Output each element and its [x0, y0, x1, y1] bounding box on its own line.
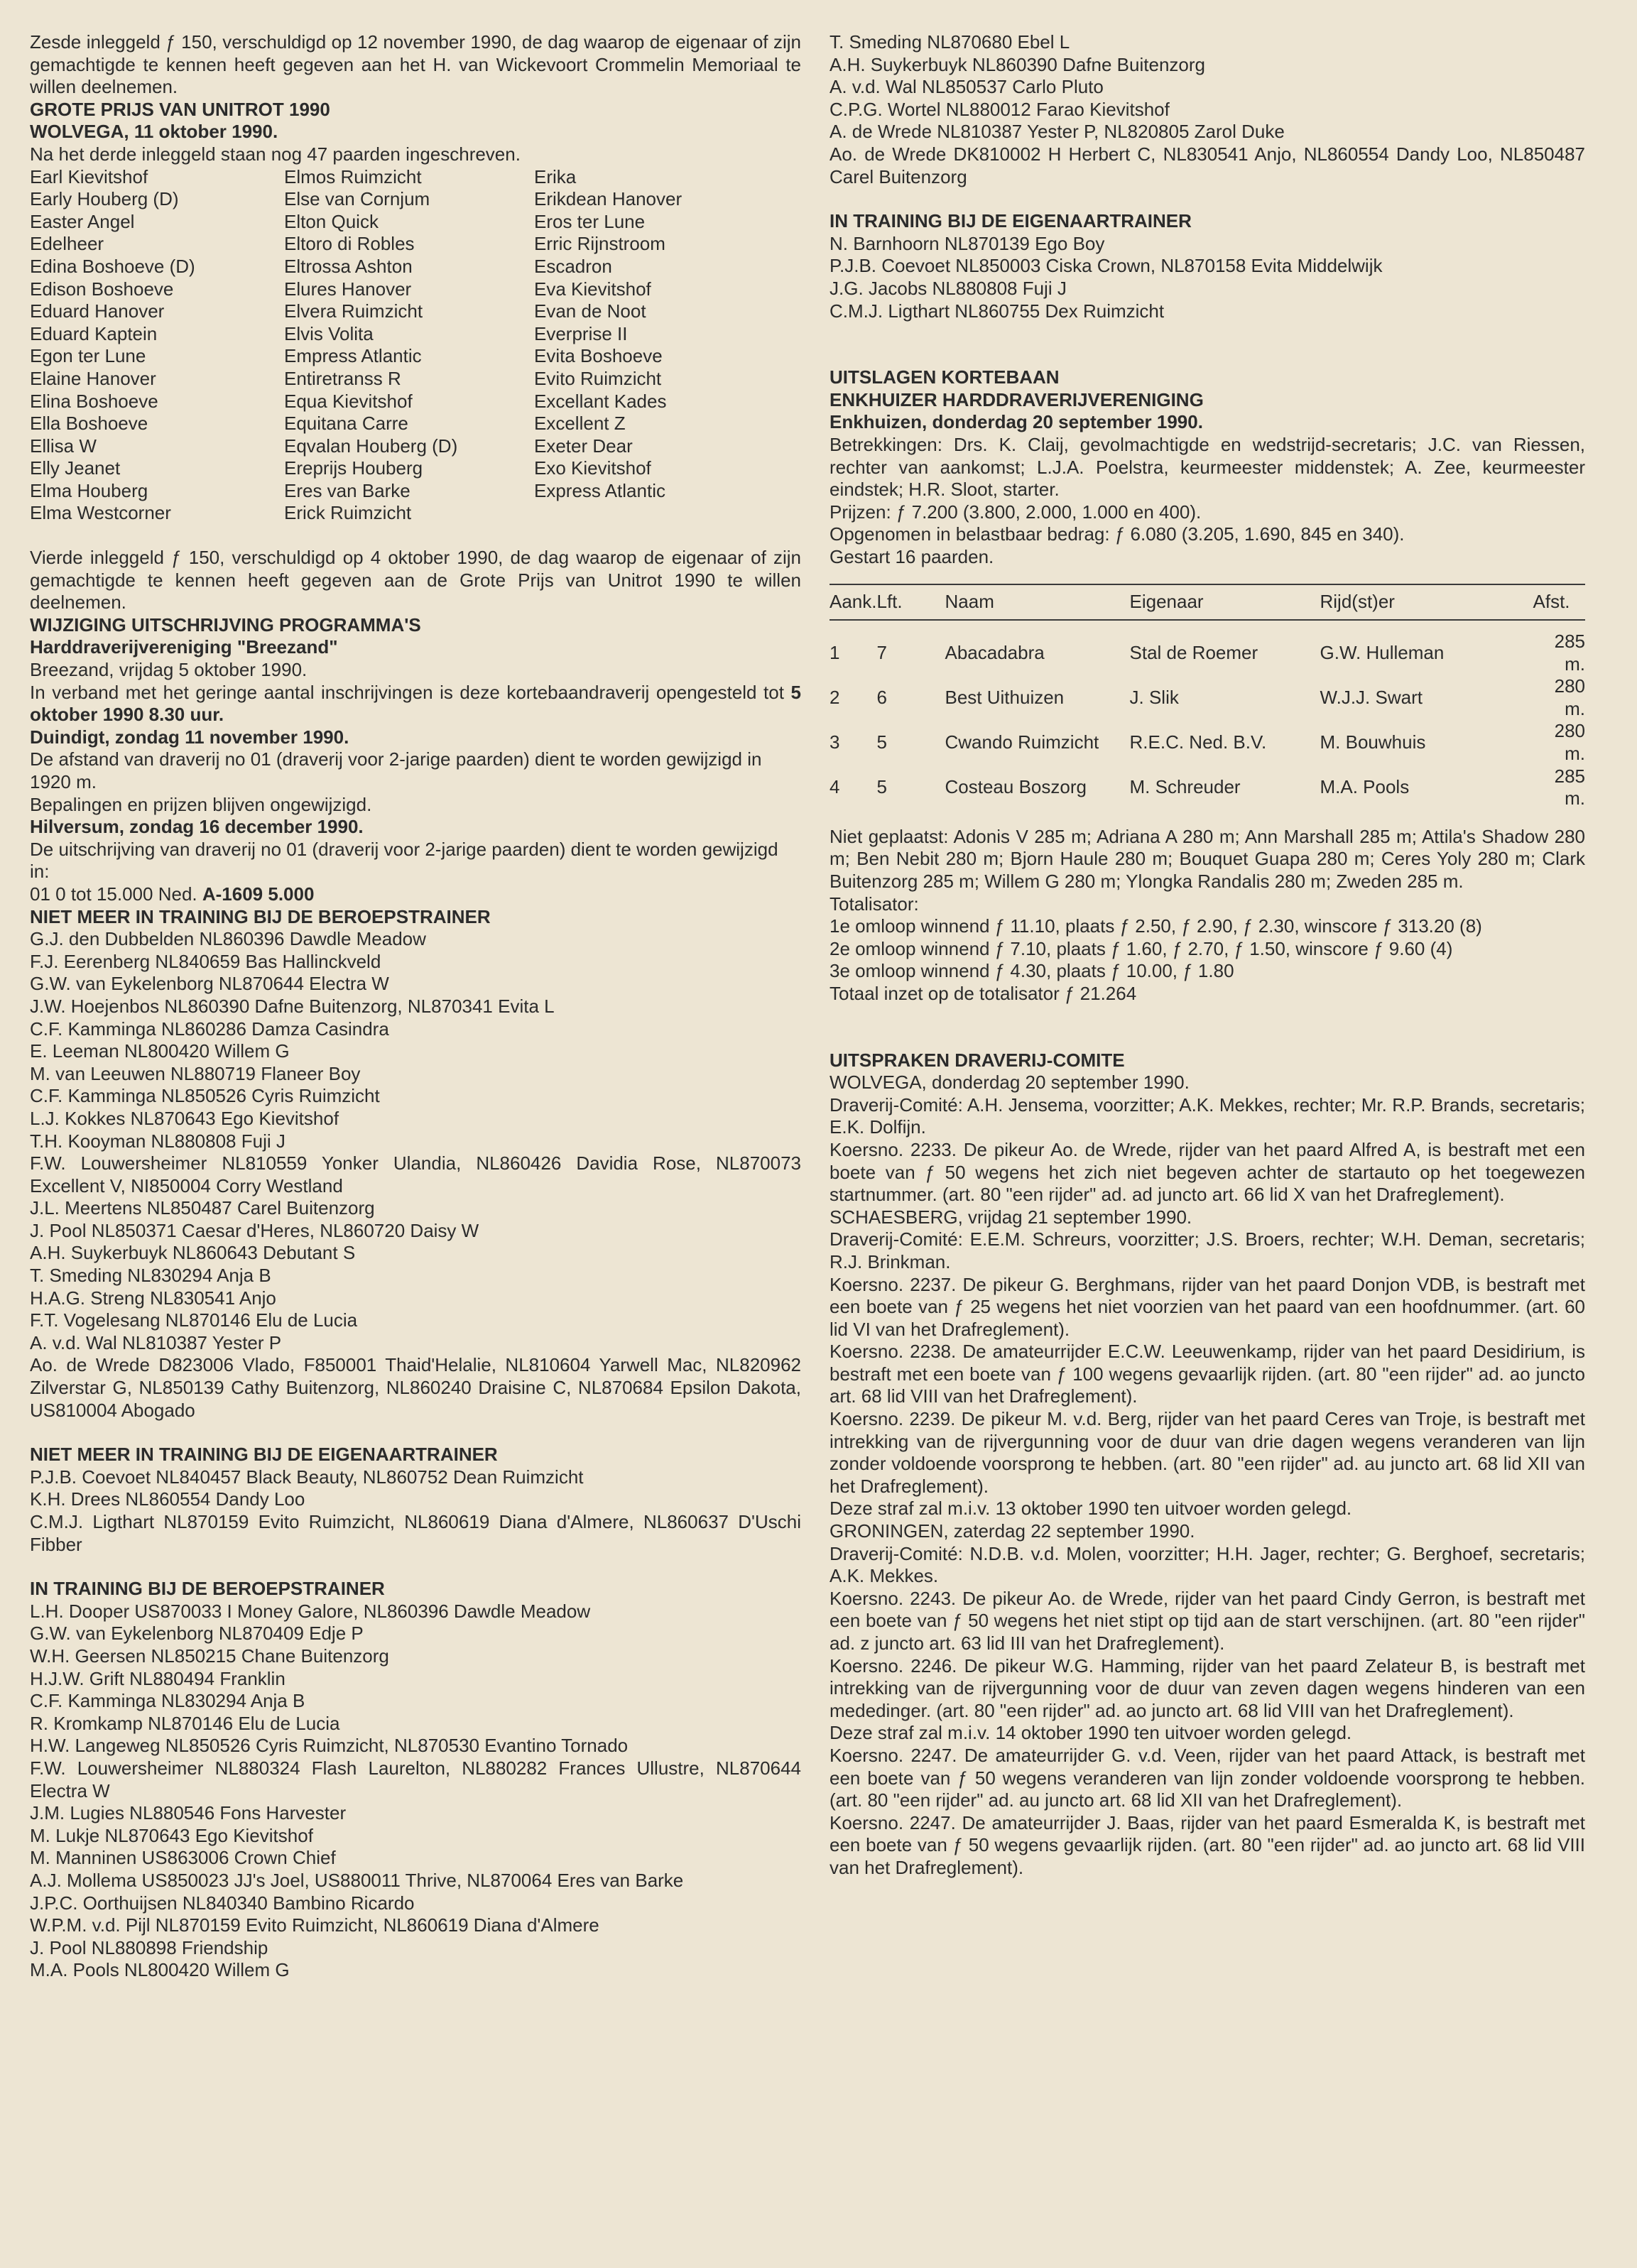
list-item: J.L. Meertens NL850487 Carel Buitenzorg — [30, 1197, 375, 1219]
hilversum-code-bold: A-1609 5.000 — [202, 883, 315, 905]
groningen-place: GRONINGEN, zaterdag 22 september 1990. — [830, 1520, 1195, 1542]
enkhuizer-date: Enkhuizen, donderdag 20 september 1990. — [830, 411, 1203, 433]
list-item: W.H. Geersen NL850215 Chane Buitenzorg — [30, 1645, 389, 1667]
koersno-2246-note: Deze straf zal m.i.v. 14 oktober 1990 ten uitvoer worden gelegd. — [830, 1722, 1352, 1744]
hilversum-line-1: De uitschrijving van draverij no 01 (draverij voor 2-jarige paarden) dient te worden gewijzigd in: — [30, 838, 778, 883]
nm-eigen-title: NIET MEER IN TRAINING BIJ DE EIGENAARTRAINER — [30, 1444, 498, 1466]
uitslagen-title: UITSLAGEN KORTEBAAN — [830, 366, 1060, 388]
table-cell: 280 m. — [1554, 675, 1585, 719]
horse-col-2 — [284, 166, 534, 525]
list-item: A. v.d. Wal NL810387 Yester P — [30, 1331, 282, 1353]
list-item: Early Houberg (D) — [30, 188, 179, 210]
vierde-paragraph: Vierde inleggeld ƒ 150, verschuldigd op 4 oktober 1990, de dag waarop de eigenaar of zijn gemachtigde te kennen heeft gegeven aan de Grote Prijs van Unitrot 1990 te willen deelnemen. — [30, 547, 801, 614]
table-cell: Stal de Roemer — [1129, 641, 1258, 663]
continued-list — [830, 31, 1585, 188]
table-row — [830, 720, 1585, 765]
list-item: Elina Boshoeve — [30, 390, 158, 412]
list-item: M. Lukje NL870643 Ego Kievitshof — [30, 1824, 313, 1846]
list-item: C.F. Kamminga NL860286 Damza Casindra — [30, 1018, 389, 1040]
nm-beroep-list — [30, 928, 801, 1422]
uitspraken-title: UITSPRAKEN DRAVERIJ-COMITE — [830, 1049, 1125, 1071]
list-item: Edison Boshoeve — [30, 278, 174, 300]
list-item: H.J.W. Grift NL880494 Franklin — [30, 1667, 285, 1689]
list-item: Empress Atlantic — [284, 345, 422, 367]
list-item: Erikdean Hanover — [534, 188, 682, 210]
in-eigen-list — [830, 233, 1585, 322]
gestart-count: Gestart 16 paarden. — [830, 545, 994, 567]
list-item: C.P.G. Wortel NL880012 Farao Kievitshof — [830, 98, 1170, 120]
list-item: P.J.B. Coevoet NL850003 Ciska Crown, NL870158 Evita Middelwijk — [830, 255, 1383, 277]
list-item: R. Kromkamp NL870146 Elu de Lucia — [30, 1712, 340, 1734]
list-item: Express Atlantic — [534, 479, 665, 501]
list-item: J.G. Jacobs NL880808 Fuji J — [830, 277, 1067, 299]
table-cell: M.A. Pools — [1320, 776, 1410, 798]
table-cell: 2 — [830, 687, 840, 709]
list-item: F.T. Vogelesang NL870146 Elu de Lucia — [30, 1309, 358, 1331]
horse-col-1 — [30, 166, 284, 525]
list-item: A. v.d. Wal NL850537 Carlo Pluto — [830, 76, 1104, 98]
list-item: L.H. Dooper US870033 I Money Galore, NL860396 Dawdle Meadow — [30, 1600, 591, 1622]
table-cell: J. Slik — [1129, 687, 1179, 709]
schaesberg-comite: Draverij-Comité: E.E.M. Schreurs, voorzitter; J.S. Broers, rechter; W.H. Deman, secretaris; R.J. Brinkman. — [830, 1228, 1585, 1272]
nm-eigen-list — [30, 1466, 801, 1556]
list-item: Eltoro di Robles — [284, 233, 415, 255]
table-row — [830, 675, 1585, 720]
enkhuizer-opgenomen: Opgenomen in belastbaar bedrag: ƒ 6.080 (3.205, 1.690, 845 en 340). — [830, 523, 1405, 545]
groningen-comite: Draverij-Comité: N.D.B. v.d. Molen, voorzitter; H.H. Jager, rechter; G. Berghoef, secretaris; A.K. Mekkes. — [830, 1542, 1585, 1587]
list-item: A.J. Mollema US850023 JJ's Joel, US880011 Thrive, NL870064 Eres van Barke — [30, 1869, 684, 1891]
list-item: Totaal inzet op de totalisator ƒ 21.264 — [830, 982, 1137, 1004]
table-row — [830, 620, 1585, 675]
nm-beroep-title: NIET MEER IN TRAINING BIJ DE BEROEPSTRAINER — [30, 905, 491, 927]
col-naam: Naam — [945, 584, 1130, 620]
list-item: Earl Kievitshof — [30, 165, 148, 187]
in-beroep-title: IN TRAINING BIJ DE BEROEPSTRAINER — [30, 1578, 385, 1600]
koersno-2239: Koersno. 2239. De pikeur M. v.d. Berg, rijder van het paard Ceres van Troje, is bestraft met intrekking van de rijvergunning voor de duur van drie dagen wegens veranderen van lijn zonder voldoende voorsprong te hebben. (art. 80 "een rijder" ad. au juncto art. 68 lid XII van het Drafreglement). — [830, 1408, 1585, 1497]
list-item: H.A.G. Streng NL830541 Anjo — [30, 1287, 276, 1309]
list-item: Elaine Hanover — [30, 367, 156, 389]
table-cell: 6 — [876, 687, 887, 709]
wolvega-comite: Draverij-Comité: A.H. Jensema, voorzitter; A.K. Mekkes, rechter; Mr. R.P. Brands, secretaris; E.K. Dolfijn. — [830, 1094, 1585, 1138]
list-item: Eva Kievitshof — [534, 278, 651, 300]
list-item: Evito Ruimzicht — [534, 367, 662, 389]
col-eigenaar: Eigenaar — [1130, 584, 1320, 620]
wolvega-place: WOLVEGA, donderdag 20 september 1990. — [830, 1072, 1190, 1094]
list-item: M. Manninen US863006 Crown Chief — [30, 1847, 336, 1869]
list-item: Ao. de Wrede D823006 Vlado, F850001 Thaid'Helalie, NL810604 Yarwell Mac, NL820962 Zilverstar G, NL850139 Cathy Buitenzorg, NL860240 Draisine C, NL870684 Epsilon Dakota, US810004 Abogado — [30, 1354, 801, 1421]
list-item: Easter Angel — [30, 210, 135, 232]
list-item: F.W. Louwersheimer NL880324 Flash Laurelton, NL880282 Frances Ullustre, NL870644 Electra W — [30, 1757, 801, 1801]
list-item: M. van Leeuwen NL880719 Flaneer Boy — [30, 1062, 361, 1084]
list-item: Equitana Carre — [284, 413, 408, 435]
col-lft: Lft. — [877, 584, 945, 620]
list-item: Elly Jeanet — [30, 457, 121, 479]
wijziging-subtitle: Harddraverijvereniging "Breezand" — [30, 636, 338, 658]
list-item: G.J. den Dubbelden NL860396 Dawdle Meadow — [30, 928, 426, 950]
table-cell: Best Uithuizen — [945, 687, 1065, 709]
table-cell: 5 — [876, 731, 887, 753]
list-item: Erric Rijnstroom — [534, 233, 665, 255]
list-item: Equa Kievitshof — [284, 390, 413, 412]
list-item: G.W. van Eykelenborg NL870644 Electra W — [30, 973, 389, 995]
duindigt-title: Duindigt, zondag 11 november 1990. — [30, 726, 349, 748]
schaesberg-place: SCHAESBERG, vrijdag 21 september 1990. — [830, 1206, 1192, 1228]
list-item: C.F. Kamminga NL830294 Anja B — [30, 1690, 305, 1712]
list-item: P.J.B. Coevoet NL840457 Black Beauty, NL860752 Dean Ruimzicht — [30, 1466, 584, 1488]
list-item: J.M. Lugies NL880546 Fons Harvester — [30, 1802, 347, 1824]
koersno-2238: Koersno. 2238. De amateurrijder E.C.W. Leeuwenkamp, rijder van het paard Desidirium, is bestraft met een boete van ƒ 100 wegens gevaarlijk rijden. (art. 80 "een rijder" ad. ao juncto art. 68 lid VIII van het Drafreglement). — [830, 1341, 1585, 1407]
list-item: J.W. Hoejenbos NL860390 Dafne Buitenzorg, NL870341 Evita L — [30, 995, 555, 1017]
list-item: M.A. Pools NL800420 Willem G — [30, 1959, 290, 1981]
col-rijder: Rijd(st)er — [1320, 584, 1533, 620]
list-item: Entiretranss R — [284, 367, 401, 389]
wijziging-line-1: Breezand, vrijdag 5 oktober 1990. — [30, 659, 308, 681]
list-item: Evan de Noot — [534, 300, 646, 322]
list-item: Eros ter Lune — [534, 210, 646, 232]
list-item: Eltrossa Ashton — [284, 255, 413, 277]
results-table — [830, 584, 1585, 809]
list-item: Erika — [534, 165, 577, 187]
enkhuizer-betrekkingen: Betrekkingen: Drs. K. Claij, gevolmachtigde en wedstrijd-secretaris; J.C. van Riessen, rechter van aankomst; L.J.A. Poelstra, keurmeester middenstek; A. Zee, keurmeester eindstek; H.R. Sloot, starter. — [830, 433, 1585, 501]
wijziging-deadline: 5 oktober 1990 8.30 uur. — [30, 681, 801, 726]
niet-geplaatst: Niet geplaatst: Adonis V 285 m; Adriana A 280 m; Ann Marshall 285 m; Attila's Shadow 280 m; Ben Nebit 280 m; Bjorn Haule 280 m; Bouquet Guapa 280 m; Ceres Yoly 280 m; Clark Buitenzorg 285 m; Willem G 280 m; Ylongka Randalis 280 m; Zweden 285 m. — [830, 825, 1585, 892]
list-item: Ellisa W — [30, 435, 97, 457]
table-cell: Cwando Ruimzicht — [945, 731, 1099, 753]
list-item: Excellent Z — [534, 413, 626, 435]
table-cell: 1 — [830, 641, 840, 663]
list-item: K.H. Drees NL860554 Dandy Loo — [30, 1488, 305, 1510]
list-item: T. Smeding NL830294 Anja B — [30, 1265, 271, 1287]
hilversum-line-2 — [30, 883, 801, 906]
list-item: Elmos Ruimzicht — [284, 165, 422, 187]
list-item: Edelheer — [30, 233, 104, 255]
table-cell: 280 m. — [1554, 720, 1585, 765]
table-cell: 285 m. — [1554, 631, 1585, 675]
list-item: G.W. van Eykelenborg NL870409 Edje P — [30, 1623, 364, 1645]
list-item: Excellant Kades — [534, 390, 667, 412]
horse-col-3 — [534, 166, 790, 525]
list-item: Escadron — [534, 255, 612, 277]
duindigt-line-1: De afstand van draverij no 01 (draverij voor 2-jarige paarden) dient te worden gewijzigd in 1920 m. — [30, 748, 762, 792]
list-item: Elma Westcorner — [30, 502, 171, 524]
enkhuizer-title: ENKHUIZER HARDDRAVERIJVERENIGING — [830, 388, 1204, 410]
right-column — [830, 31, 1585, 1880]
table-row — [830, 765, 1585, 810]
koersno-2239-note: Deze straf zal m.i.v. 13 oktober 1990 ten uitvoer worden gelegd. — [830, 1498, 1352, 1520]
list-item: Elma Houberg — [30, 479, 148, 501]
list-item: Eduard Hanover — [30, 300, 165, 322]
list-item: Elvera Ruimzicht — [284, 300, 423, 322]
list-item: Everprise II — [534, 322, 628, 344]
gp-title: GROTE PRIJS VAN UNITROT 1990 — [30, 98, 330, 120]
list-item: N. Barnhoorn NL870139 Ego Boy — [830, 232, 1105, 254]
list-item: Elures Hanover — [284, 278, 412, 300]
list-item: J. Pool NL880898 Friendship — [30, 1936, 268, 1958]
wijziging-title: WIJZIGING UITSCHRIJVING PROGRAMMA'S — [30, 614, 421, 636]
koersno-2247-b: Koersno. 2247. De amateurrijder J. Baas, rijder van het paard Esmeralda K, is bestraft met een boete van ƒ 50 wegens gevaarlijk rijden. (art. 80 "een rijder" ad. ao juncto art. 68 lid VIII van het Drafreglement). — [830, 1811, 1585, 1878]
hilversum-title: Hilversum, zondag 16 december 1990. — [30, 816, 364, 838]
table-cell: W.J.J. Swart — [1320, 687, 1423, 709]
list-item: C.F. Kamminga NL850526 Cyris Ruimzicht — [30, 1085, 380, 1107]
table-cell: 285 m. — [1554, 765, 1585, 809]
list-item: T. Smeding NL870680 Ebel L — [830, 31, 1070, 53]
koersno-2233: Koersno. 2233. De pikeur Ao. de Wrede, rijder van het paard Alfred A, is bestraft met een boete van ƒ 50 wegens het zich niet begeven achter de startauto op het toegewezen startnummer. (art. 80 "een rijder" ad. ad juncto art. 66 lid X van het Drafreglement). — [830, 1138, 1585, 1206]
list-item: Eduard Kaptein — [30, 322, 158, 344]
list-item: 3e omloop winnend ƒ 4.30, plaats ƒ 10.00, ƒ 1.80 — [830, 960, 1234, 982]
col-afst: Afst. — [1533, 584, 1586, 620]
list-item: Exo Kievitshof — [534, 457, 651, 479]
wijziging-line-2 — [30, 682, 801, 726]
list-item: H.W. Langeweg NL850526 Cyris Ruimzicht, NL870530 Evantino Tornado — [30, 1735, 629, 1757]
gp-date: WOLVEGA, 11 oktober 1990. — [30, 121, 278, 143]
left-column — [30, 31, 801, 1982]
wijziging-text: In verband met het geringe aantal inschrijvingen is deze kortebaandraverij opengesteld tot — [30, 681, 784, 703]
table-cell: M. Schreuder — [1129, 776, 1241, 798]
list-item: J. Pool NL850371 Caesar d'Heres, NL860720 Daisy W — [30, 1219, 479, 1241]
results-body — [830, 620, 1585, 810]
list-item: J.P.C. Oorthuijsen NL840340 Bambino Ricardo — [30, 1892, 415, 1914]
intro-paragraph: Zesde inleggeld ƒ 150, verschuldigd op 12 november 1990, de dag waarop de eigenaar of zijn gemachtigde te kennen heeft gegeven aan het H. van Wickevoort Crommelin Memoriaal te willen deelnemen. — [30, 31, 801, 98]
totalisator-block — [830, 893, 1585, 1005]
koersno-2237: Koersno. 2237. De pikeur G. Berghmans, rijder van het paard Donjon VDB, is bestraft met een boete van ƒ 25 wegens het niet voorzien van het paard van een hoofdnummer. (art. 60 lid VI van het Drafreglement). — [830, 1273, 1585, 1340]
col-aank: Aank. — [830, 584, 877, 620]
list-item: Else van Cornjum — [284, 188, 430, 210]
table-cell: 5 — [876, 776, 887, 798]
table-cell: G.W. Hulleman — [1320, 641, 1445, 663]
list-item: C.M.J. Ligthart NL870159 Evito Ruimzicht, NL860619 Diana d'Almere, NL860637 D'Uschi Fibber — [30, 1511, 801, 1555]
hilversum-code: 01 0 tot 15.000 Ned. — [30, 883, 197, 905]
table-cell: M. Bouwhuis — [1320, 731, 1426, 753]
list-item: Edina Boshoeve (D) — [30, 255, 195, 277]
list-item: Totalisator: — [830, 893, 919, 915]
in-beroep-list — [30, 1601, 801, 1982]
list-item: Eres van Barke — [284, 479, 410, 501]
table-cell: 7 — [876, 641, 887, 663]
table-cell: 3 — [830, 731, 840, 753]
list-item: Ao. de Wrede DK810002 H Herbert C, NL830541 Anjo, NL860554 Dandy Loo, NL850487 Carel Buitenzorg — [830, 143, 1585, 187]
list-item: Elvis Volita — [284, 322, 374, 344]
enkhuizer-prijzen: Prijzen: ƒ 7.200 (3.800, 2.000, 1.000 en 400). — [830, 501, 1202, 523]
horse-name-grid — [30, 166, 801, 525]
koersno-2243: Koersno. 2243. De pikeur Ao. de Wrede, rijder van het paard Cindy Gerron, is bestraft met een boete van ƒ 50 wegens het niet stipt op tijd aan de start verschijnen. (art. 80 "een rijder" ad. z juncto art. 63 lid III van het Drafreglement). — [830, 1587, 1585, 1654]
koersno-2246: Koersno. 2246. De pikeur W.G. Hamming, rijder van het paard Zelateur B, is bestraft met intrekking van de rijvergunning voor de duur van zeven dagen wegens hinderen van een mededinger. (art. 80 "een rijder" ad. ao juncto art. 68 lid VIII van het Drafreglement). — [830, 1654, 1585, 1721]
table-cell: 4 — [830, 776, 840, 798]
list-item: 2e omloop winnend ƒ 7.10, plaats ƒ 1.60, ƒ 2.70, ƒ 1.50, winscore ƒ 9.60 (4) — [830, 937, 1453, 959]
list-item: Eqvalan Houberg (D) — [284, 435, 458, 457]
list-item: Ella Boshoeve — [30, 413, 148, 435]
list-item: Elton Quick — [284, 210, 379, 232]
in-eigen-title: IN TRAINING BIJ DE EIGENAARTRAINER — [830, 210, 1192, 232]
table-cell: R.E.C. Ned. B.V. — [1129, 731, 1267, 753]
list-item: C.M.J. Ligthart NL860755 Dex Ruimzicht — [830, 300, 1165, 322]
list-item: A.H. Suykerbuyk NL860390 Dafne Buitenzorg — [830, 53, 1205, 75]
list-item: Evita Boshoeve — [534, 345, 663, 367]
list-item: W.P.M. v.d. Pijl NL870159 Evito Ruimzicht, NL860619 Diana d'Almere — [30, 1914, 599, 1936]
list-item: T.H. Kooyman NL880808 Fuji J — [30, 1130, 285, 1152]
gp-note: Na het derde inleggeld staan nog 47 paarden ingeschreven. — [30, 143, 521, 165]
koersno-2247-a: Koersno. 2247. De amateurrijder G. v.d. Veen, rijder van het paard Attack, is bestraft met een boete van ƒ 50 wegens veranderen van lijn zonder voldoende voorsprong te hebben. (art. 80 "een rijder" ad. au juncto art. 68 lid XII van het Drafreglement). — [830, 1744, 1585, 1811]
list-item: L.J. Kokkes NL870643 Ego Kievitshof — [30, 1107, 339, 1129]
list-item: Ereprijs Houberg — [284, 457, 423, 479]
list-item: 1e omloop winnend ƒ 11.10, plaats ƒ 2.50, ƒ 2.90, ƒ 2.30, winscore ƒ 313.20 (8) — [830, 915, 1482, 937]
results-header-row — [830, 584, 1585, 620]
table-cell: Costeau Boszorg — [945, 776, 1087, 798]
list-item: F.J. Eerenberg NL840659 Bas Hallinckveld — [30, 950, 381, 972]
list-item: F.W. Louwersheimer NL810559 Yonker Ulandia, NL860426 Davidia Rose, NL870073 Excellent V, NI850004 Corry Westland — [30, 1152, 801, 1196]
list-item: A. de Wrede NL810387 Yester P, NL820805 Zarol Duke — [830, 121, 1285, 143]
list-item: A.H. Suykerbuyk NL860643 Debutant S — [30, 1242, 356, 1264]
list-item: Erick Ruimzicht — [284, 502, 412, 524]
duindigt-line-2: Bepalingen en prijzen blijven ongewijzigd. — [30, 793, 372, 815]
table-cell: Abacadabra — [945, 641, 1045, 663]
list-item: Egon ter Lune — [30, 345, 146, 367]
list-item: Exeter Dear — [534, 435, 633, 457]
list-item: E. Leeman NL800420 Willem G — [30, 1040, 290, 1062]
